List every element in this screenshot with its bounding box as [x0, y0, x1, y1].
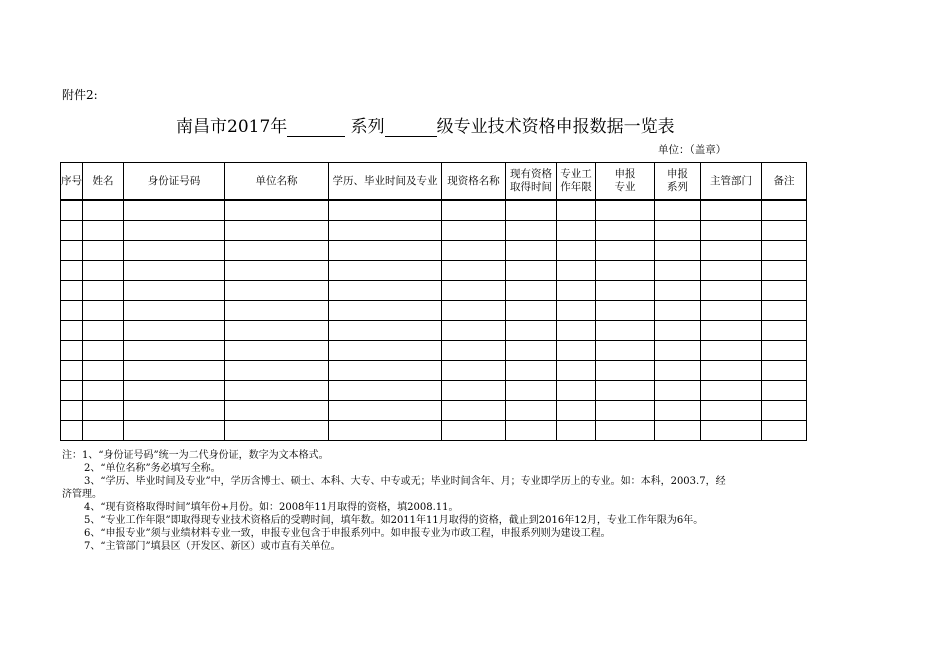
table-cell[interactable] [506, 321, 557, 341]
unit-stamp-label: 单位：（盖章） [658, 144, 727, 156]
table-cell[interactable] [442, 421, 506, 441]
table-cell[interactable] [557, 321, 596, 341]
table-cell[interactable] [701, 221, 762, 241]
table-cell[interactable] [762, 281, 807, 301]
table-cell[interactable] [655, 200, 701, 221]
table-row [61, 301, 807, 321]
table-cell[interactable] [557, 301, 596, 321]
table-cell[interactable] [225, 221, 329, 241]
table-cell[interactable] [762, 321, 807, 341]
table-cell[interactable] [596, 361, 655, 381]
table-cell[interactable] [762, 241, 807, 261]
table-cell[interactable] [762, 341, 807, 361]
data-table [60, 162, 807, 441]
table-cell[interactable] [557, 421, 596, 441]
table-cell[interactable] [596, 381, 655, 401]
table-cell[interactable] [557, 221, 596, 241]
table-cell[interactable] [655, 321, 701, 341]
header-cell: 申报 专业 [596, 163, 655, 201]
table-row [61, 381, 807, 401]
table-cell[interactable] [83, 221, 124, 241]
table-cell[interactable] [124, 301, 225, 321]
header-cell: 申报 系列 [655, 163, 701, 201]
table-cell[interactable] [442, 200, 506, 221]
table-cell[interactable] [557, 361, 596, 381]
table-cell[interactable] [655, 301, 701, 321]
note-line: 5、“专业工作年限”即取得现专业技术资格后的受聘时间，填年数。如2011年11月取得的资格，截止到2016年12月，专业工作年限为6年。 [84, 515, 704, 526]
header-cell: 序号 [61, 163, 83, 201]
table-cell[interactable] [83, 361, 124, 381]
title-blank-series[interactable] [287, 118, 345, 137]
table-cell[interactable] [701, 261, 762, 281]
table-cell[interactable] [701, 281, 762, 301]
table-cell[interactable] [442, 221, 506, 241]
table-cell[interactable] [442, 281, 506, 301]
attachment-label: 附件2: [62, 88, 98, 102]
table-cell[interactable] [762, 261, 807, 281]
table-cell[interactable] [61, 361, 83, 381]
table-cell[interactable] [83, 261, 124, 281]
table-cell[interactable] [762, 381, 807, 401]
table-cell[interactable] [61, 261, 83, 281]
table-cell[interactable] [655, 281, 701, 301]
table-cell[interactable] [329, 200, 442, 221]
header-cell: 现有资格 取得时间 [506, 163, 557, 201]
table-cell[interactable] [225, 241, 329, 261]
table-cell[interactable] [442, 241, 506, 261]
table-cell[interactable] [61, 401, 83, 421]
table-cell[interactable] [61, 281, 83, 301]
table-cell[interactable] [83, 401, 124, 421]
table-cell[interactable] [225, 421, 329, 441]
table-cell[interactable] [506, 281, 557, 301]
table-cell[interactable] [506, 361, 557, 381]
table-cell[interactable] [596, 261, 655, 281]
table-cell[interactable] [655, 261, 701, 281]
table-body [61, 200, 807, 441]
note-line: 济管理。 [62, 489, 102, 500]
note-line: 注：1、“身份证号码”统一为二代身份证，数字为文本格式。 [62, 450, 329, 461]
table-cell[interactable] [655, 421, 701, 441]
table-cell[interactable] [225, 321, 329, 341]
table-cell[interactable] [124, 381, 225, 401]
table-cell[interactable] [557, 401, 596, 421]
table-cell[interactable] [83, 321, 124, 341]
table-row [61, 221, 807, 241]
table-row [61, 261, 807, 281]
table-cell[interactable] [762, 361, 807, 381]
notes-section [62, 449, 802, 553]
table-cell[interactable] [225, 381, 329, 401]
table-row [61, 341, 807, 361]
table-row [61, 401, 807, 421]
table-cell[interactable] [596, 421, 655, 441]
title-part-series: 系列 [345, 117, 385, 137]
table-cell[interactable] [557, 281, 596, 301]
table-cell[interactable] [701, 381, 762, 401]
header-cell: 姓名 [83, 163, 124, 201]
table-cell[interactable] [596, 321, 655, 341]
table-cell[interactable] [329, 301, 442, 321]
table-cell[interactable] [596, 241, 655, 261]
table-cell[interactable] [762, 401, 807, 421]
table-cell[interactable] [655, 341, 701, 361]
table-cell[interactable] [329, 241, 442, 261]
table-cell[interactable] [596, 221, 655, 241]
header-cell: 身份证号码 [124, 163, 225, 201]
note-line: 2、“单位名称”务必填写全称。 [84, 463, 221, 474]
table-cell[interactable] [442, 361, 506, 381]
table-cell[interactable] [701, 401, 762, 421]
table-cell[interactable] [762, 200, 807, 221]
table-cell[interactable] [329, 321, 442, 341]
table-cell[interactable] [655, 221, 701, 241]
table-cell[interactable] [329, 341, 442, 361]
table-cell[interactable] [557, 341, 596, 361]
table-cell[interactable] [557, 241, 596, 261]
table-cell[interactable] [124, 200, 225, 221]
title-part-city-year: 南昌市2017年 [176, 117, 288, 137]
table-cell[interactable] [442, 301, 506, 321]
table-cell[interactable] [442, 401, 506, 421]
table-cell[interactable] [61, 301, 83, 321]
table-cell[interactable] [329, 381, 442, 401]
table-cell[interactable] [557, 200, 596, 221]
table-row [61, 241, 807, 261]
table-cell[interactable] [225, 361, 329, 381]
table-cell[interactable] [655, 361, 701, 381]
page-title [176, 112, 675, 137]
table-cell[interactable] [61, 321, 83, 341]
table-cell[interactable] [61, 341, 83, 361]
table-cell[interactable] [442, 341, 506, 361]
header-cell: 专业工 作年限 [557, 163, 596, 201]
table-cell[interactable] [655, 381, 701, 401]
table-cell[interactable] [225, 401, 329, 421]
table-cell[interactable] [506, 241, 557, 261]
table-row [61, 200, 807, 221]
table-cell[interactable] [762, 221, 807, 241]
table-cell[interactable] [225, 261, 329, 281]
table-cell[interactable] [61, 221, 83, 241]
table-cell[interactable] [596, 341, 655, 361]
table-row [61, 281, 807, 301]
table-cell[interactable] [701, 321, 762, 341]
table-cell[interactable] [557, 261, 596, 281]
table-cell[interactable] [329, 401, 442, 421]
table-cell[interactable] [124, 241, 225, 261]
table-cell[interactable] [329, 281, 442, 301]
header-cell: 单位名称 [225, 163, 329, 201]
table-cell[interactable] [83, 241, 124, 261]
note-line: 3、“学历、毕业时间及专业”中，学历含博士、硕士、本科、大专、中专或无；毕业时间含年、月；专业即学历上的专业。如：本科，2003.7，经 [84, 476, 726, 487]
table-cell[interactable] [506, 341, 557, 361]
table-cell[interactable] [61, 421, 83, 441]
table-cell[interactable] [225, 200, 329, 221]
table-cell[interactable] [506, 200, 557, 221]
table-cell[interactable] [596, 281, 655, 301]
header-cell: 主管部门 [701, 163, 762, 201]
table-cell[interactable] [124, 361, 225, 381]
table-cell[interactable] [225, 281, 329, 301]
table-cell[interactable] [506, 301, 557, 321]
table-cell[interactable] [83, 381, 124, 401]
table-cell[interactable] [124, 281, 225, 301]
title-part-main: 级专业技术资格申报数据一览表 [436, 117, 675, 137]
table-row [61, 321, 807, 341]
table-cell[interactable] [506, 421, 557, 441]
table-cell[interactable] [442, 261, 506, 281]
table-cell[interactable] [61, 381, 83, 401]
table-cell[interactable] [442, 321, 506, 341]
table-cell[interactable] [701, 241, 762, 261]
table-cell[interactable] [83, 341, 124, 361]
table-cell[interactable] [124, 421, 225, 441]
table-cell[interactable] [329, 421, 442, 441]
table-row [61, 361, 807, 381]
table-cell[interactable] [701, 301, 762, 321]
table-cell[interactable] [701, 421, 762, 441]
table-row [61, 421, 807, 441]
note-line: 6、“申报专业”须与业绩材料专业一致，申报专业包含于申报系列中。如申报专业为市政工程，申报系列则为建设工程。 [84, 528, 611, 539]
table-cell[interactable] [83, 200, 124, 221]
table-cell[interactable] [61, 241, 83, 261]
table-cell[interactable] [655, 241, 701, 261]
title-blank-level[interactable] [385, 118, 437, 137]
table-cell[interactable] [124, 401, 225, 421]
table-cell[interactable] [655, 401, 701, 421]
table-cell[interactable] [701, 361, 762, 381]
table-cell[interactable] [442, 381, 506, 401]
table-cell[interactable] [506, 261, 557, 281]
table-cell[interactable] [506, 401, 557, 421]
table-cell[interactable] [701, 200, 762, 221]
table-cell[interactable] [596, 200, 655, 221]
table-cell[interactable] [61, 200, 83, 221]
table-cell[interactable] [83, 301, 124, 321]
table-cell[interactable] [124, 221, 225, 241]
table-cell[interactable] [762, 301, 807, 321]
table-cell[interactable] [225, 341, 329, 361]
table-cell[interactable] [596, 301, 655, 321]
table-cell[interactable] [329, 361, 442, 381]
table-cell[interactable] [225, 301, 329, 321]
table-cell[interactable] [557, 381, 596, 401]
header-cell: 学历、毕业时间及专业 [329, 163, 442, 201]
header-cell: 现资格名称 [442, 163, 506, 201]
table-header-row [61, 163, 807, 201]
table-cell[interactable] [701, 341, 762, 361]
header-cell: 备注 [762, 163, 807, 201]
table-cell[interactable] [83, 421, 124, 441]
table-cell[interactable] [83, 281, 124, 301]
table-cell[interactable] [329, 221, 442, 241]
table-cell[interactable] [506, 221, 557, 241]
table-cell[interactable] [596, 401, 655, 421]
note-line: 7、“主管部门”填县区（开发区、新区）或市直有关单位。 [84, 541, 341, 552]
table-cell[interactable] [329, 261, 442, 281]
table-cell[interactable] [124, 261, 225, 281]
table-cell[interactable] [506, 381, 557, 401]
table-cell[interactable] [762, 421, 807, 441]
note-line: 4、“现有资格取得时间”填年份+月份。如：2008年11月取得的资格，填2008.11。 [84, 502, 459, 513]
table-cell[interactable] [124, 321, 225, 341]
table-cell[interactable] [124, 341, 225, 361]
